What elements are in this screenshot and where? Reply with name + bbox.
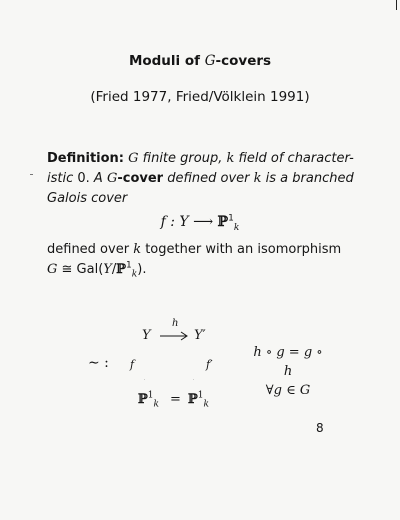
def-text: istic: [47, 171, 78, 186]
display-equation: [0, 213, 400, 233]
scan-speck: [30, 174, 33, 175]
diagram-h-label: h: [172, 318, 179, 329]
diagram-y-prime: Y′: [194, 328, 206, 343]
cont-text: defined over: [47, 242, 134, 257]
definition-block: [47, 149, 367, 209]
equation-map: f : Y ⟶: [160, 214, 218, 230]
continuation-line-1: [47, 240, 367, 260]
projective-line: ℙ: [116, 262, 127, 277]
projective-line: ℙ: [217, 214, 229, 230]
definition-label: Definition:: [47, 151, 125, 166]
definition-line-1: [47, 149, 367, 169]
edge-mark: [396, 0, 397, 10]
diagram-sup: 1: [147, 390, 154, 401]
def-text: is a branched: [261, 171, 354, 186]
def-k: k: [226, 151, 235, 166]
commutative-diagram: [80, 318, 260, 428]
def-text: finite group,: [138, 151, 227, 166]
def-g: G: [124, 151, 139, 166]
diagram-sup: 1: [197, 390, 204, 401]
cont-k: k: [133, 242, 142, 257]
def-text: field of character-: [234, 151, 354, 166]
diagram-sub: k: [203, 399, 209, 410]
cont-slash: /: [111, 262, 117, 277]
slide-subtitle: (Fried 1977, Fried/Völklein 1991): [90, 89, 310, 105]
diagram-equals: =: [170, 392, 181, 407]
equation-sub: k: [233, 222, 240, 233]
page-number: 8: [316, 421, 324, 435]
projective-line: ℙ: [138, 392, 148, 407]
diagram-p-left: [138, 390, 159, 410]
continuation-line-2: [47, 260, 367, 280]
diagram-p-right: [188, 390, 209, 410]
cont-close: ).: [137, 262, 147, 277]
cont-text: together with an isomorphism: [141, 242, 342, 257]
def-k: k: [253, 171, 262, 186]
diagram-sub: k: [153, 399, 159, 410]
title-math: G: [204, 53, 216, 69]
diagram-arrow-left: [144, 348, 145, 388]
def-g: G: [106, 171, 118, 186]
def-text: A: [89, 171, 107, 186]
diagram-y: Y: [142, 328, 151, 343]
diagram-arrow-h: [160, 330, 190, 342]
diagram-f-prime-label: f′: [206, 358, 213, 371]
equation-sup: 1: [228, 213, 234, 224]
cont-sup: 1: [126, 260, 132, 271]
projective-line: ℙ: [188, 392, 198, 407]
cont-g: G: [47, 262, 58, 277]
cont-gal: ≅ Gal(: [57, 262, 104, 277]
cont-sub: k: [131, 269, 138, 280]
relation-forall: ∀g ∈ G: [265, 383, 311, 398]
relation-commute: h ∘ g = g ∘ h: [253, 345, 323, 379]
definition-line-3: Galois cover: [47, 191, 128, 206]
definition-continuation: [47, 240, 367, 280]
relations: [248, 343, 328, 400]
diagram-f-label: f: [130, 358, 135, 371]
def-cover-term: -cover: [117, 171, 164, 186]
title-suffix: -covers: [215, 53, 272, 69]
def-zero: 0.: [77, 171, 90, 186]
def-text: defined over: [163, 171, 254, 186]
definition-line-2: [47, 169, 367, 189]
title-text: Moduli of: [128, 53, 205, 69]
equivalence-symbol: ∼ :: [88, 355, 109, 371]
slide-title: [0, 53, 400, 69]
diagram-arrow-right: [193, 348, 194, 388]
cont-y: Y: [103, 262, 112, 277]
